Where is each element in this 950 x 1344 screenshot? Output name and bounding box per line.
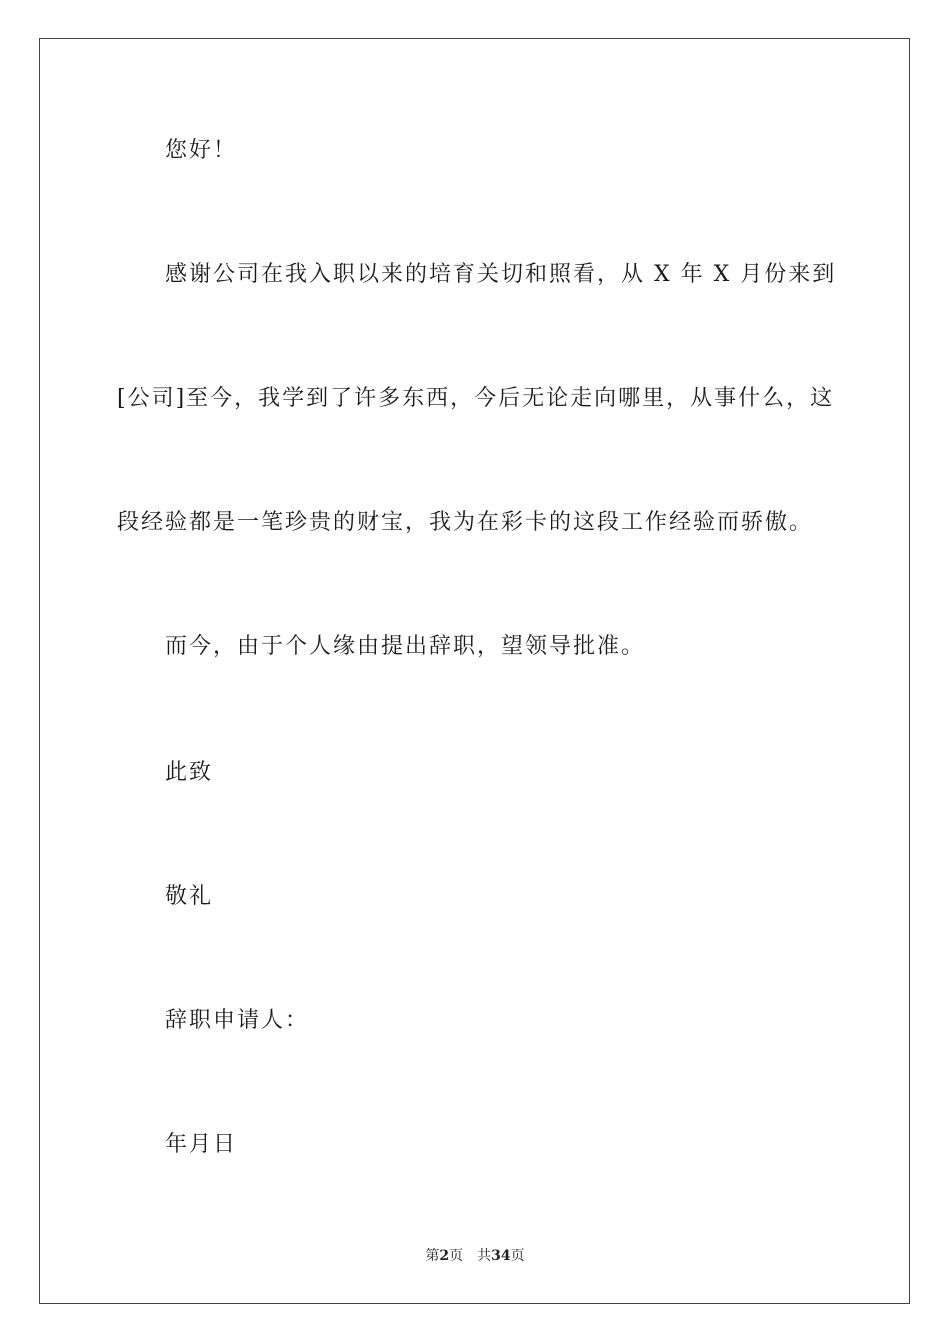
page-border [39, 38, 910, 1304]
paragraph-1-line-2: [公司]至今，我学到了许多东西，今后无论走向哪里，从事什么，这 [117, 386, 835, 411]
page-number-suffix: 页 [449, 1248, 464, 1264]
closing-salutation-2: 敬礼 [165, 884, 214, 909]
page-footer [0, 1246, 950, 1266]
paragraph-2: 而今，由于个人缘由提出辞职，望领导批准。 [165, 634, 646, 659]
paragraph-1-line-3: 段经验都是一笔珍贵的财宝，我为在彩卡的这段工作经验而骄傲。 [117, 510, 814, 535]
date-label: 年月日 [165, 1132, 238, 1157]
current-page-number: 2 [439, 1248, 450, 1264]
signature-label: 辞职申请人： [165, 1008, 310, 1033]
greeting-text: 您好！ [165, 138, 238, 163]
page-number-prefix: 第 [425, 1248, 440, 1264]
total-pages-prefix: 共 [477, 1248, 492, 1264]
total-pages-number: 34 [491, 1248, 511, 1264]
paragraph-1-line-1: 感谢公司在我入职以来的培育关切和照看，从 X 年 X 月份来到 [165, 262, 837, 287]
total-pages-suffix: 页 [510, 1248, 525, 1264]
closing-salutation-1: 此致 [165, 760, 214, 785]
